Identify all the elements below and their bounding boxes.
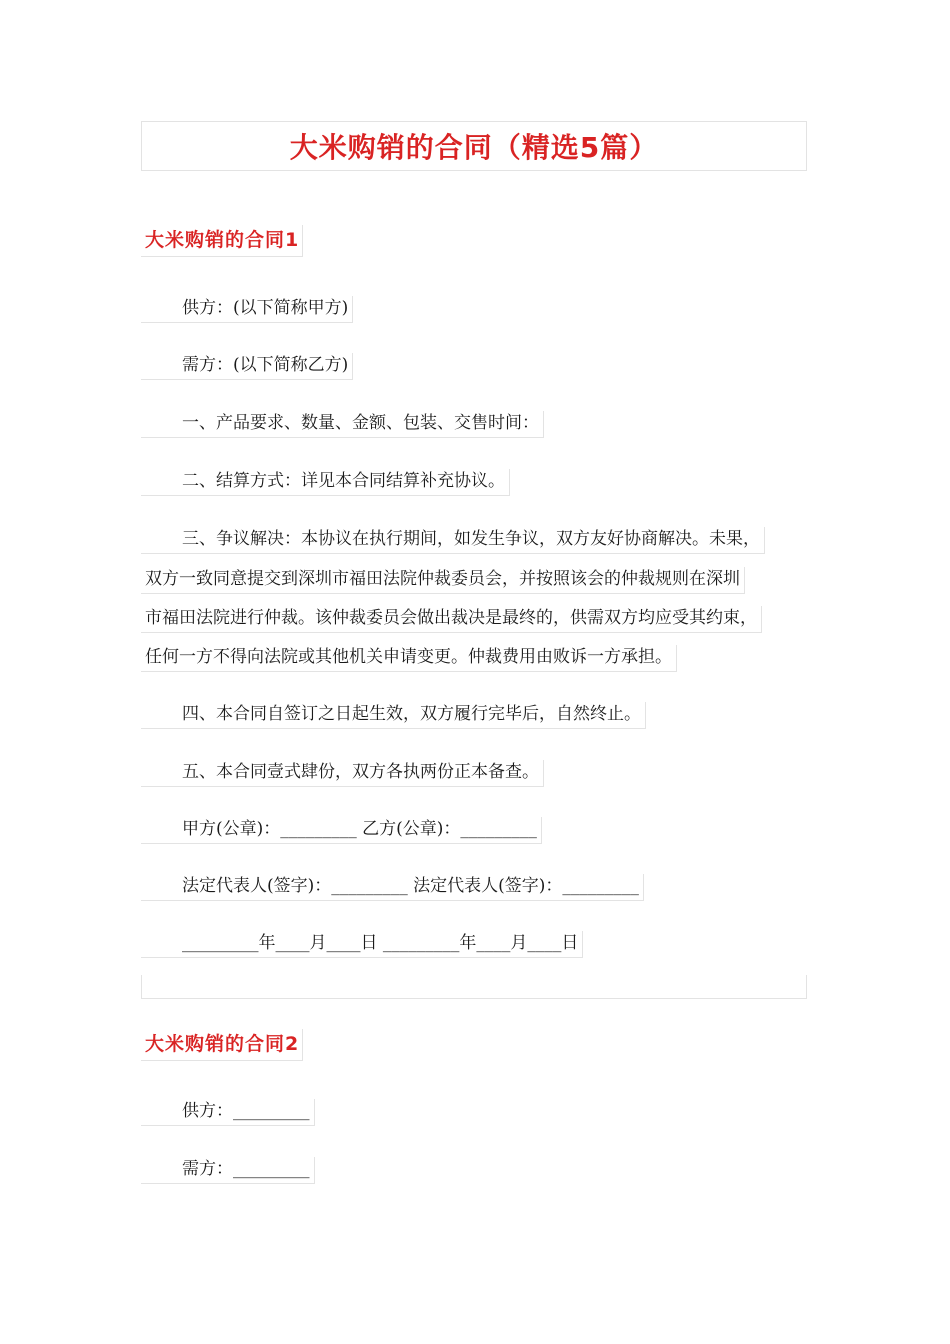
clause-3-line-1: 三、争议解决：本协议在执行期间，如发生争议，双方友好协商解决。未果， — [141, 527, 765, 554]
supplier-line-2: 供方：_________ — [141, 1099, 315, 1126]
clause-4: 四、本合同自签订之日起生效，双方履行完毕后，自然终止。 — [141, 702, 646, 729]
document-title: 大米购销的合同（精选5篇） — [289, 131, 659, 164]
signature-line: 法定代表人(签字)：_________ 法定代表人(签字)：_________ — [141, 874, 644, 901]
supplier-line: 供方：(以下简称甲方) — [141, 296, 353, 323]
clause-2: 二、结算方式：详见本合同结算补充协议。 — [141, 469, 510, 496]
buyer-line: 需方：(以下简称乙方) — [141, 353, 353, 380]
clause-3-line-3: 市福田法院进行仲裁。该仲裁委员会做出裁决是最终的，供需双方均应受其约束， — [141, 606, 762, 633]
section-heading-2: 大米购销的合同2 — [141, 1029, 303, 1061]
seal-line: 甲方(公章)：_________ 乙方(公章)：_________ — [141, 817, 542, 844]
date-line: _________年____月____日 _________年____月____日 — [141, 931, 583, 958]
section-heading-1: 大米购销的合同1 — [141, 225, 303, 257]
clause-1: 一、产品要求、数量、金额、包装、交售时间： — [141, 411, 544, 438]
clause-5: 五、本合同壹式肆份，双方各执两份正本备查。 — [141, 760, 544, 787]
section-separator — [141, 975, 807, 999]
clause-3-line-4: 任何一方不得向法院或其他机关申请变更。仲裁费用由败诉一方承担。 — [141, 645, 677, 672]
clause-3-line-2: 双方一致同意提交到深圳市福田法院仲裁委员会，并按照该会的仲裁规则在深圳 — [141, 567, 745, 594]
buyer-line-2: 需方：_________ — [141, 1157, 315, 1184]
title-box — [141, 121, 807, 171]
